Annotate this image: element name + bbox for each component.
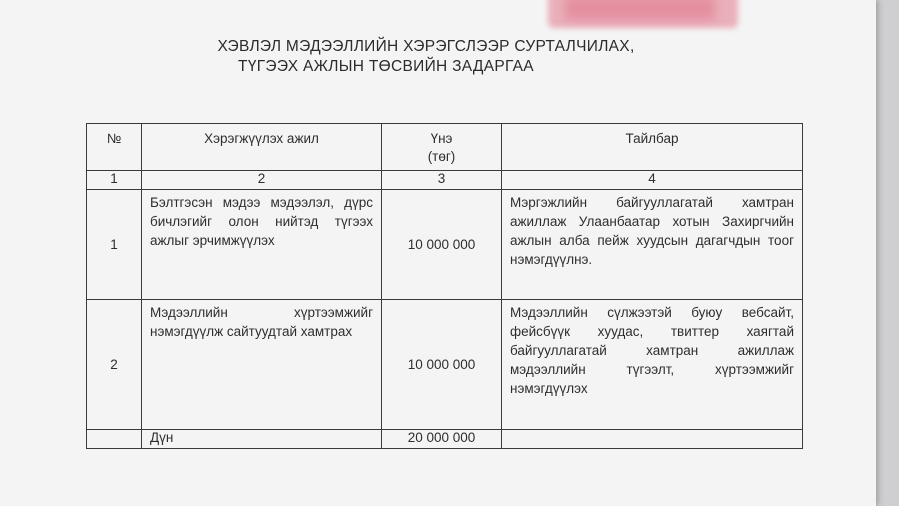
row-note: Мэргэжлийн байгууллагатай хамтран ажиллаж Улаанбаатар хотын Захиргчийн ажлын алба пейж хуудсын дагагчдын тоог нэмэгдүүлнэ. bbox=[502, 190, 803, 300]
header-note: Тайлбар bbox=[502, 124, 803, 171]
row-price: 10 000 000 bbox=[382, 300, 502, 430]
total-note-empty bbox=[502, 430, 803, 449]
total-label: Дүн bbox=[142, 430, 382, 449]
header-task: Хэрэгжүүлэх ажил bbox=[142, 124, 382, 171]
row-number: 1 bbox=[87, 190, 142, 300]
column-number: 4 bbox=[502, 171, 803, 190]
document-title-line2: ТҮГЭЭХ АЖЛЫН ТӨСВИЙН ЗАДАРГАА bbox=[238, 58, 534, 75]
budget-table bbox=[86, 123, 803, 449]
header-price bbox=[382, 124, 502, 171]
table-header-row bbox=[87, 124, 803, 171]
header-price-line1: Үнэ bbox=[430, 131, 453, 146]
document-title-line1: ХЭВЛЭЛ МЭДЭЭЛЛИЙН ХЭРЭГСЛЭЭР СУРТАЛЧИЛАХ, bbox=[217, 38, 635, 55]
row-price: 10 000 000 bbox=[382, 190, 502, 300]
column-number: 2 bbox=[142, 171, 382, 190]
header-no: № bbox=[87, 124, 142, 171]
row-note: Мэдээллийн сүлжээтэй буюу вебсайт, фейсбүүк хуудас, твиттер хаягтай байгууллагатай хамтран ажиллаж мэдээллийн түгээлт, хүртээмжийг нэмэгдүүлэх bbox=[502, 300, 803, 430]
total-row bbox=[87, 430, 803, 449]
red-stamp-shade bbox=[565, 0, 715, 20]
column-number: 1 bbox=[87, 171, 142, 190]
header-price-line2: (төг) bbox=[427, 149, 456, 164]
column-number: 3 bbox=[382, 171, 502, 190]
row-number: 2 bbox=[87, 300, 142, 430]
total-empty-cell bbox=[87, 430, 142, 449]
row-task: Бэлтгэсэн мэдээ мэдээлэл, дүрс бичлэгийг олон нийтэд түгээх ажлыг эрчимжүүлэх bbox=[142, 190, 382, 300]
total-value: 20 000 000 bbox=[382, 430, 502, 449]
table-row bbox=[87, 190, 803, 300]
table-row bbox=[87, 300, 803, 430]
row-task: Мэдээллийн хүртээмжийг нэмэгдүүлж сайтуудтай хамтрах bbox=[142, 300, 382, 430]
column-number-row bbox=[87, 171, 803, 190]
